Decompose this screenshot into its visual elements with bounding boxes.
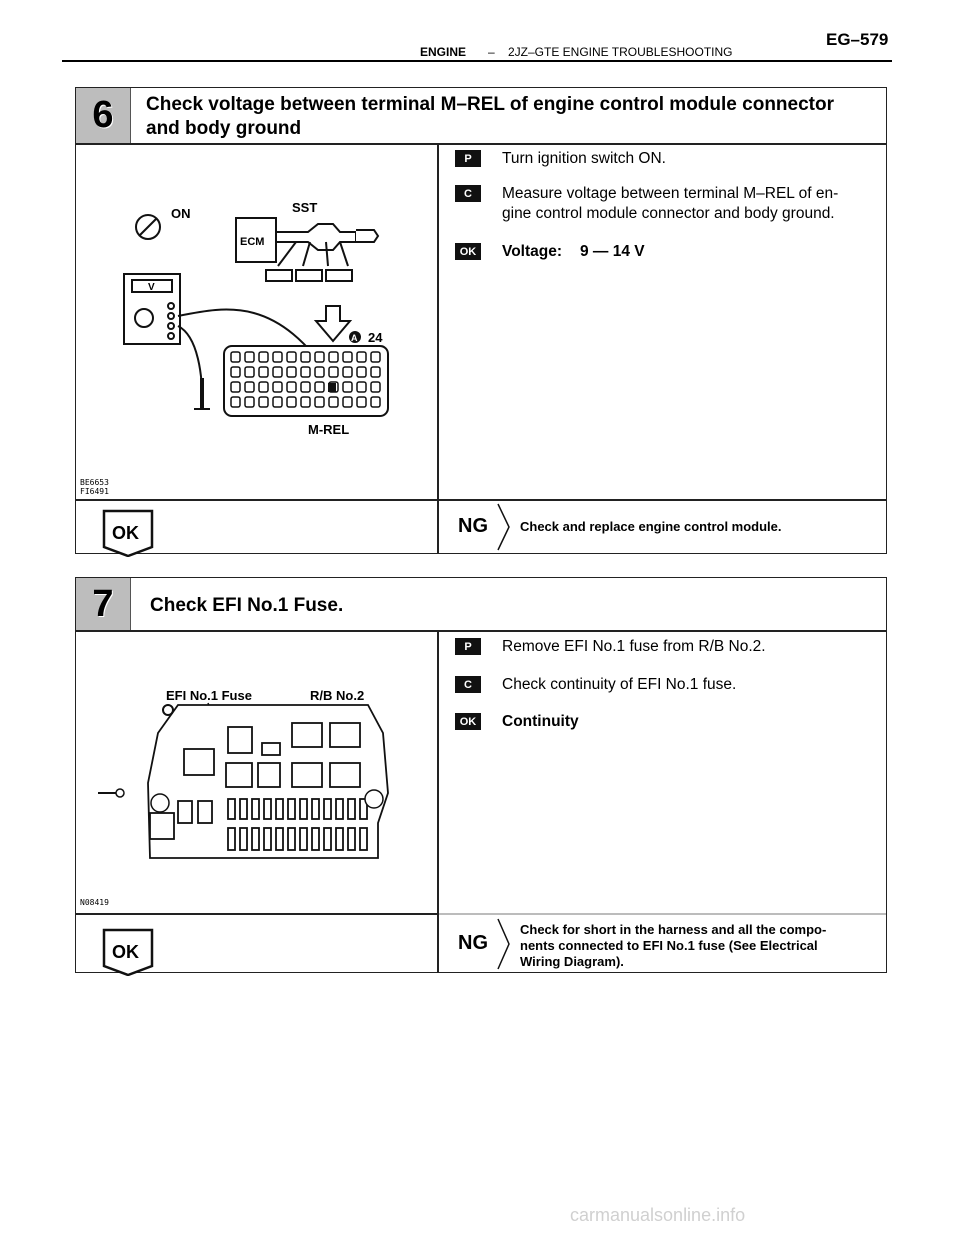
step6-ng-action: Check and replace engine control module. xyxy=(520,519,782,534)
step7-ng-line1: Check for short in the harness and all the compo- xyxy=(520,922,827,937)
watermark: carmanualsonline.info xyxy=(570,1205,746,1225)
check-tag-icon: C xyxy=(455,676,481,693)
header-dash: – xyxy=(488,45,495,59)
step6-check-line2: gine control module connector and body ground. xyxy=(502,205,835,222)
header-rule xyxy=(62,60,892,62)
step7-ok-value: Continuity xyxy=(502,713,579,730)
step6-title-line1: Check voltage between terminal M–REL of engine control module connector xyxy=(146,94,834,115)
step7-ng-line2: nents connected to EFI No.1 fuse (See Electrical xyxy=(520,938,818,953)
step7-prep-text: Remove EFI No.1 fuse from R/B No.2. xyxy=(502,638,766,655)
step7-number: 7 xyxy=(76,578,131,630)
header-section: ENGINE xyxy=(420,45,467,59)
step7-ok-result-icon xyxy=(102,928,154,976)
figure-24-label: 24 xyxy=(368,330,383,345)
header-subtitle: 2JZ–GTE ENGINE TROUBLESHOOTING xyxy=(508,45,733,59)
figure-a-label: A xyxy=(351,333,358,343)
step6-prep-text: Turn ignition switch ON. xyxy=(502,150,666,167)
ignition-key-icon xyxy=(136,215,160,239)
step6-ok-result-label: OK xyxy=(112,523,139,543)
figure-mrel-label: M-REL xyxy=(308,422,350,437)
step6-number: 6 xyxy=(76,88,131,143)
step7-divider xyxy=(437,630,439,973)
figure-ecm-label: ECM xyxy=(240,236,265,248)
step6-figure xyxy=(78,146,434,496)
step7-result-rule-right xyxy=(437,913,887,915)
ok-tag-icon: OK xyxy=(455,713,481,730)
step6-divider xyxy=(437,143,439,554)
step7-figure-code: N08419 xyxy=(80,898,109,907)
prep-tag-icon: P xyxy=(455,150,481,167)
step7-ng-line3: Wiring Diagram). xyxy=(520,954,624,969)
figure-fuse-label: EFI No.1 Fuse xyxy=(166,688,252,703)
step7-title: Check EFI No.1 Fuse. xyxy=(150,595,344,616)
step7-result-rule xyxy=(75,913,437,915)
step6-figure-code1: BE6653 xyxy=(80,478,109,487)
figure-rb-label: R/B No.2 xyxy=(310,688,365,703)
ecm-connector-icon xyxy=(224,346,388,416)
ng-chevron-icon xyxy=(496,917,512,971)
step6-result-rule xyxy=(75,499,887,501)
step7-ng-label: NG xyxy=(458,932,488,954)
step7-title-rule xyxy=(75,630,887,632)
step6-ok-result-icon xyxy=(102,509,154,557)
step7-figure xyxy=(78,633,434,911)
step6-title-rule xyxy=(75,143,887,145)
step7-ok-result-label: OK xyxy=(112,942,139,962)
figure-sst-label: SST xyxy=(292,200,318,215)
figure-v-label: V xyxy=(148,282,155,293)
step6-ok-value: 9 — 14 V xyxy=(580,243,645,260)
step6-figure-code2: FI6491 xyxy=(80,487,109,496)
step6-check-line1: Measure voltage between terminal M–REL of en- xyxy=(502,185,839,202)
step7-check-text: Check continuity of EFI No.1 fuse. xyxy=(502,676,737,693)
relay-block-icon xyxy=(148,705,388,858)
ng-chevron-icon xyxy=(496,502,512,552)
step6-ng-label: NG xyxy=(458,515,488,537)
sst-harness-icon xyxy=(236,218,378,281)
page-number: EG–579 xyxy=(826,30,889,49)
step6-title-line2: and body ground xyxy=(146,118,302,139)
prep-tag-icon: P xyxy=(455,638,481,655)
check-tag-icon: C xyxy=(455,185,481,202)
ok-tag-icon: OK xyxy=(455,243,481,260)
figure-on-label: ON xyxy=(171,206,191,221)
step6-ok-label: Voltage: xyxy=(502,243,562,260)
